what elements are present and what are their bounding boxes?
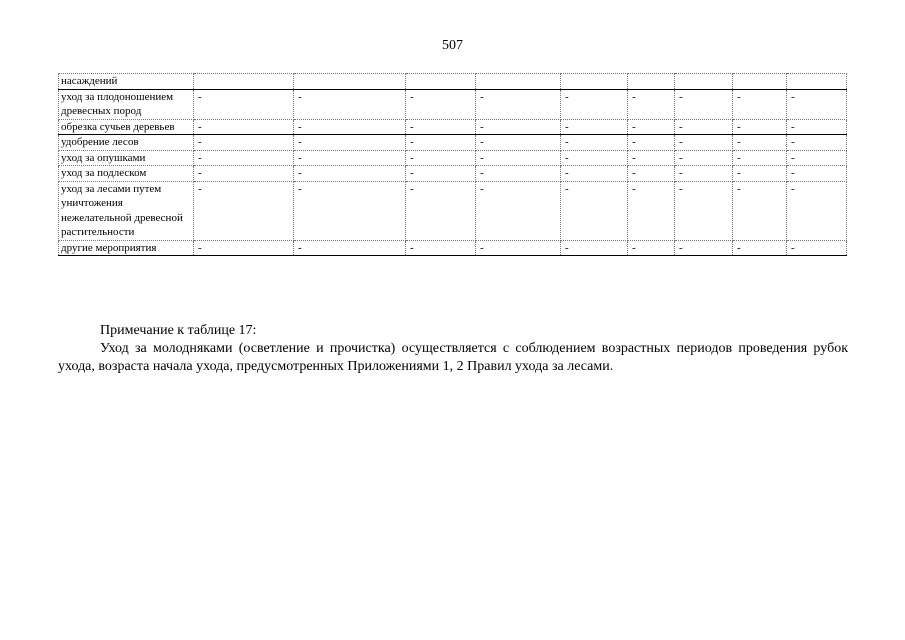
table-row xyxy=(59,74,847,90)
table-note xyxy=(58,322,848,376)
table-cell: - xyxy=(406,135,476,151)
table-cell: - xyxy=(787,89,847,119)
table-cell: - xyxy=(476,119,561,135)
table-cell: - xyxy=(733,240,787,256)
row-label: обрезка сучьев деревьев xyxy=(59,119,194,135)
table-cell xyxy=(294,74,406,90)
row-label: уход за опушками xyxy=(59,150,194,166)
table-cell: - xyxy=(194,119,294,135)
table-cell: - xyxy=(476,89,561,119)
table-cell: - xyxy=(476,240,561,256)
table-body xyxy=(59,74,847,256)
table-row xyxy=(59,89,847,119)
table-cell: - xyxy=(294,166,406,182)
table-row xyxy=(59,135,847,151)
table-cell: - xyxy=(406,181,476,240)
forest-care-table-wrapper xyxy=(58,73,847,256)
table-cell xyxy=(733,74,787,90)
table-cell: - xyxy=(628,150,675,166)
table-cell: - xyxy=(628,135,675,151)
table-cell: - xyxy=(194,89,294,119)
row-label: удобрение лесов xyxy=(59,135,194,151)
table-cell: - xyxy=(675,181,733,240)
table-cell: - xyxy=(787,150,847,166)
table-row xyxy=(59,166,847,182)
table-cell: - xyxy=(675,240,733,256)
table-cell: - xyxy=(561,181,628,240)
table-cell: - xyxy=(733,135,787,151)
table-cell: - xyxy=(787,240,847,256)
table-cell: - xyxy=(476,181,561,240)
table-cell: - xyxy=(294,240,406,256)
table-cell: - xyxy=(628,181,675,240)
row-label: другие мероприятия xyxy=(59,240,194,256)
table-cell: - xyxy=(628,166,675,182)
table-cell: - xyxy=(787,181,847,240)
table-cell xyxy=(675,74,733,90)
table-cell: - xyxy=(294,119,406,135)
table-cell: - xyxy=(476,135,561,151)
row-label: уход за подлеском xyxy=(59,166,194,182)
table-cell: - xyxy=(194,166,294,182)
table-cell xyxy=(561,74,628,90)
table-cell: - xyxy=(294,150,406,166)
table-row xyxy=(59,240,847,256)
table-cell: - xyxy=(476,150,561,166)
table-cell: - xyxy=(787,166,847,182)
table-cell: - xyxy=(561,166,628,182)
table-cell: - xyxy=(194,240,294,256)
table-cell: - xyxy=(628,89,675,119)
table-cell: - xyxy=(406,89,476,119)
table-row xyxy=(59,119,847,135)
table-cell: - xyxy=(675,119,733,135)
table-cell: - xyxy=(194,135,294,151)
table-cell: - xyxy=(406,119,476,135)
table-cell: - xyxy=(561,240,628,256)
table-cell xyxy=(476,74,561,90)
table-cell: - xyxy=(406,166,476,182)
table-cell: - xyxy=(733,119,787,135)
table-cell: - xyxy=(675,89,733,119)
table-cell xyxy=(787,74,847,90)
table-cell: - xyxy=(561,150,628,166)
table-cell: - xyxy=(675,135,733,151)
table-cell: - xyxy=(561,135,628,151)
table-cell: - xyxy=(787,135,847,151)
table-cell: - xyxy=(294,135,406,151)
table-cell: - xyxy=(294,181,406,240)
table-cell: - xyxy=(628,119,675,135)
table-cell: - xyxy=(675,166,733,182)
note-text: Уход за молодняками (осветление и прочистка) осуществляется с соблюдением возрастных периодов проведения рубок ухода, возраста начала ухода, предусмотренных Приложениями 1, 2 Правил ухода за лесами. xyxy=(58,341,848,374)
table-cell: - xyxy=(787,119,847,135)
table-cell: - xyxy=(294,89,406,119)
table-cell: - xyxy=(476,166,561,182)
note-title: Примечание к таблице 17: xyxy=(100,323,257,338)
table-cell: - xyxy=(194,181,294,240)
row-label: насаждений xyxy=(59,74,194,90)
table-row xyxy=(59,181,847,240)
table-cell: - xyxy=(561,119,628,135)
row-label: уход за лесами путем уничтожения нежелательной древесной растительности xyxy=(59,181,194,240)
table-cell: - xyxy=(628,240,675,256)
table-cell: - xyxy=(675,150,733,166)
table-cell: - xyxy=(733,150,787,166)
table-cell xyxy=(406,74,476,90)
row-label: уход за плодоношением древесных пород xyxy=(59,89,194,119)
forest-care-table xyxy=(58,73,847,256)
table-cell: - xyxy=(406,150,476,166)
table-cell xyxy=(628,74,675,90)
table-cell: - xyxy=(733,181,787,240)
table-cell xyxy=(194,74,294,90)
table-cell: - xyxy=(733,166,787,182)
table-row xyxy=(59,150,847,166)
page-number: 507 xyxy=(442,38,463,53)
table-cell: - xyxy=(194,150,294,166)
table-cell: - xyxy=(561,89,628,119)
table-cell: - xyxy=(733,89,787,119)
table-cell: - xyxy=(406,240,476,256)
